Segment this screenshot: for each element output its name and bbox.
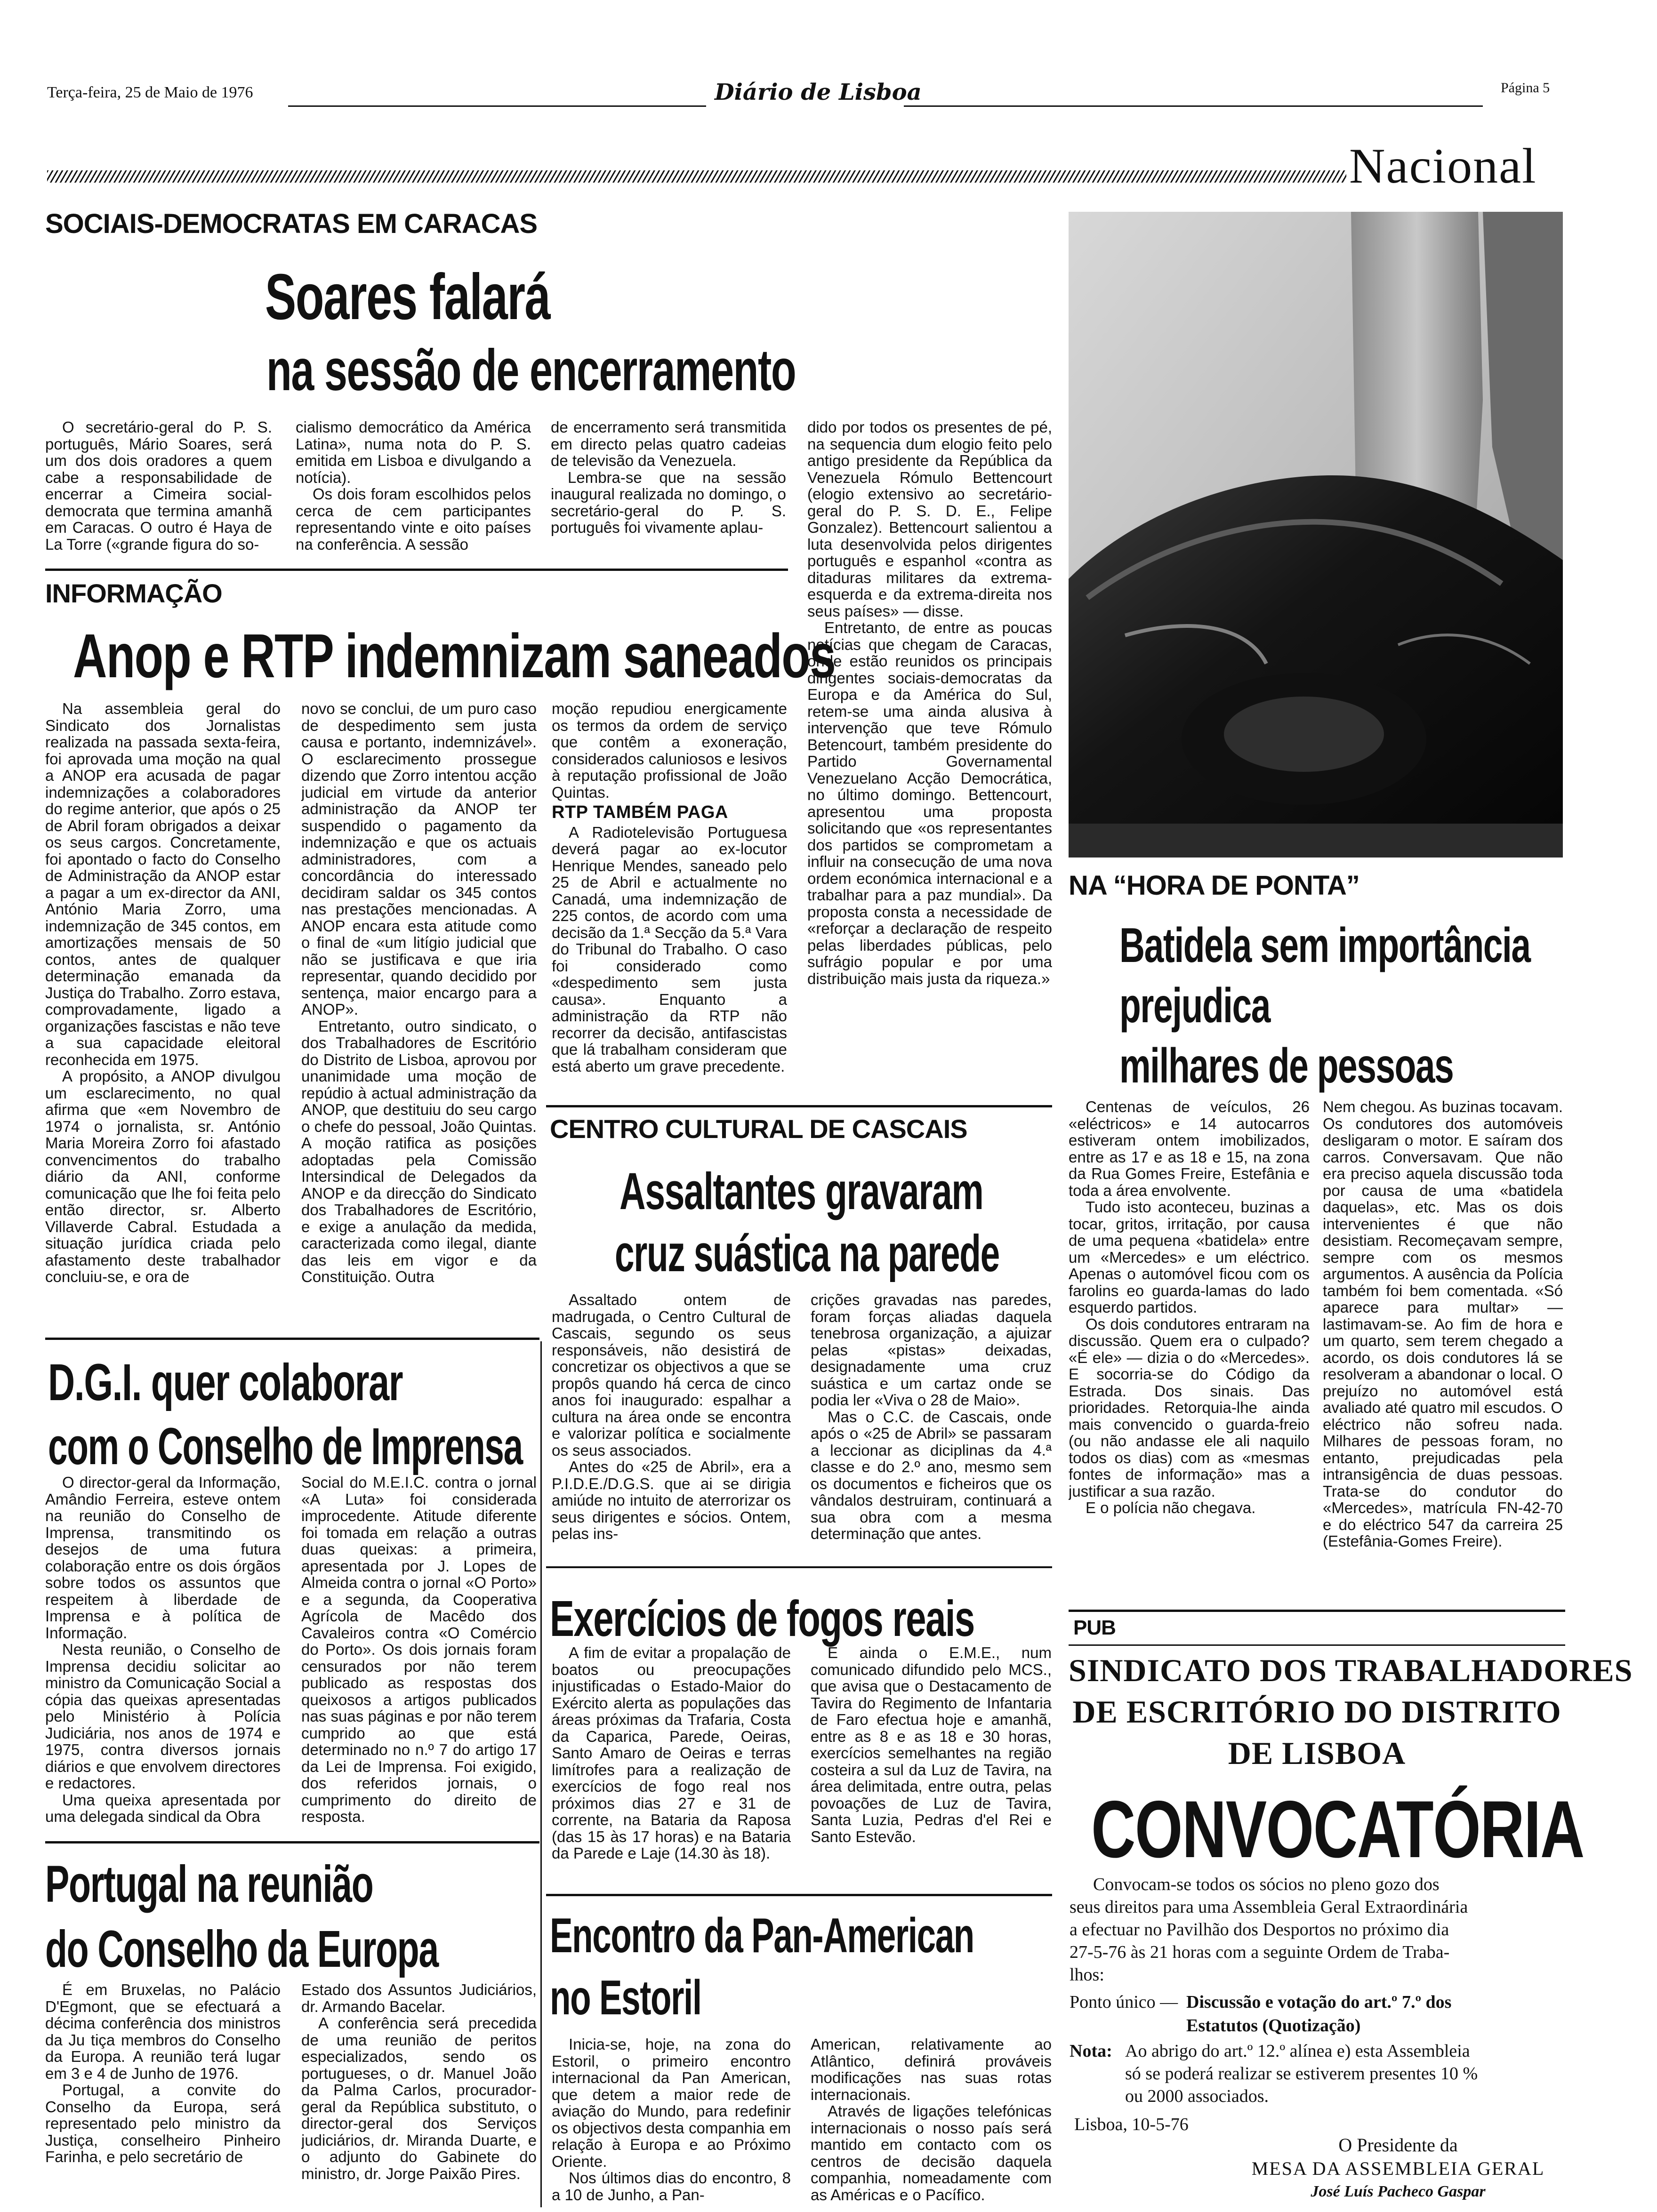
headline-exercicios: Exercícios de fogos reais (550, 1590, 974, 1647)
ad-place-date: Lisboa, 10-5-76 (1074, 2115, 1189, 2134)
ad-sign-line1: O Presidente da (1338, 2134, 1458, 2156)
kicker-centro-cultural: CENTRO CULTURAL DE CASCAIS (550, 1114, 967, 1144)
divider-art6-art7 (546, 1894, 1052, 1896)
ad-body-line2: seus direitos para uma Assembleia Geral Extraordinária (1070, 1897, 1468, 1917)
divider-art4-art5 (45, 1841, 539, 1843)
art7-col2: American, relativamente ao Atlântico, definirá prováveis modificações nas suas rotas internacionais. Através de ligações telefónicas internacionais o nosso país será mantido em contacto com os centros de decisão daquela companhia, nomeadamente com as Américas e o Pacífico. (811, 2036, 1052, 2204)
subhead-rtp: RTP TAMBÉM PAGA (552, 802, 728, 822)
ad-org-line3: DE LISBOA (1228, 1735, 1406, 1771)
ad-sub-rule (1069, 1644, 1565, 1646)
ad-nota-line3: ou 2000 associados. (1125, 2086, 1269, 2106)
ad-sign-line2: MESA DA ASSEMBLEIA GERAL (1251, 2158, 1545, 2179)
headline-sessao: na sessão de encerramento (266, 338, 796, 403)
ad-nota-line1: Ao abrigo do art.º 12.º alínea e) esta Assembleia (1125, 2041, 1470, 2061)
headline-portugal: Portugal na reunião (45, 1855, 373, 1913)
ad-title-convocatoria: CONVOCATÓRIA (1091, 1784, 1584, 1875)
headline-anop-rtp: Anop e RTP indemnizam saneados (73, 621, 836, 690)
headline-dgi: D.G.I. quer colaborar (48, 1354, 403, 1411)
art2-col2: novo se conclui, de um puro caso de despedimento sem justa causa e portanto, indemnizável». O esclarecimento prossegue dizendo que Zorro intentou acção judicial em virtude da anterior administração da ANOP ter suspendido o pagamento da indemnização e que os actuais administradores, com a concordância do interessado decidiram saldar os 345 contos nas prestações mencionadas. A ANOP encara esta atitude como o final de «um litígio judicial que não se justificava e que iria representar, quando decidido por sentença, maior encargo para a ANOP». Entretanto, outro sindicato, o dos Trabalhadores de Escritório do Distrito de Lisboa, aprovou por unanimidade uma moção de repúdio à actual administração da ANOP, que destituiu do seu cargo o chefe do pessoal, João Quintas. A moção ratifica as posições adoptadas pela Comissão Intersindical de Delegados da ANOP e da direcção do Sindicato dos Trabalhadores de Escritório, e exige a anulação da medida, caracterizada como ilegal, diante das leis em vigor e da Constituição. Outra (301, 700, 537, 1285)
ad-nota-label: Nota: (1070, 2041, 1112, 2061)
news-photo-car-accident (1069, 212, 1563, 858)
masthead-rule-left (288, 105, 706, 107)
ad-top-rule (1069, 1610, 1565, 1612)
art8-col1: Centenas de veículos, 26 «eléctricos» e 14 autocarros estiveram ontem imobilizados, entre as 17 e as 18 e 15, na zona da Rua Gomes Freire, Estefânia e toda a área envolvente. Tudo isto aconteceu, buzinas a tocar, gritos, irritação, por causa de uma pequena «batidela» entre um «Mercedes» e um eléctrico. Apenas o automóvel ficou com os farolins eo guarda-lamas do lado esquerdo partidos. Os dois condutores entraram na discussão. Quem era o culpado? «É ele» — dizia o do «Mercedes». E socorria-se do Código da Estrada. Dos sinais. Das prioridades. Retorquia-lhe ainda mais convencido o guarda-freio (ou não andasse ele ali naquilo todos os dias) com as «mesmas fontes de informação» mas a justificar a sua razão. E o polícia não chegava. (1069, 1098, 1310, 1516)
ad-ponto-text1: Discussão e votação do art.º 7.º dos (1186, 1992, 1452, 2012)
art1-col4: dido por todos os presentes de pé, na sequencia dum elogio feito pelo antigo presidente da República da Venezuela Rómulo Bettencourt (elogio extensivo ao secretário-geral do P. S. D. E., Felipe Gonzalez). Bettencourt salientou a luta desenvolvida pelos dirigentes português e espanhol «contra as ditaduras militares da extrema-esquerda e da extrema-direita nos seus países» — disse. Entretanto, de entre as poucas notícias que chegam de Caracas, onde estão reunidos os principais dirigentes sociais-democratas da Europa e da América do Sul, retem-se uma ainda alusiva à intervenção que teve Rómulo Betencourt, também presidente do Partido Governamental Venezuelano Acção Democrática, no último domingo. Bettencourt, apresentou uma proposta solicitando que «os representantes dos partidos se comprometam a influir na consecução de uma nova ordem económica internacional e a trabalhar para a paz mundial». Da proposta consta a necessidade de «reforçar a declaração de respeito pelas liberdades públicas, pelo sufrágio popular e por uma distribuição mais justa da riqueza.» (807, 419, 1052, 987)
masthead-rule-right (904, 105, 1483, 107)
ad-ponto-text2: Estatutos (Quotização) (1186, 2016, 1361, 2036)
art3-col1: Assaltado ontem de madrugada, o Centro Cultural de Cascais, segundo os seus responsáveis, não desistirá de concretizar os objectivos a que se propôs quando há cerca de cinco anos foi inaugurado: espalhar a cultura na área onde se encontra e valorizar política e socialmente os seus associados. Antes do «25 de Abril», era a P.I.D.E./D.G.S. que ai se dirigia amiúde no intuito de aterrorizar os seus dirigentes e sócios. Ontem, pelas ins- (552, 1291, 791, 1542)
kicker-sociais-democratas: SOCIAIS-DEMOCRATAS EM CARACAS (45, 208, 538, 239)
art5-col2: Estado dos Assuntos Judiciários, dr. Armando Bacelar. A conferência será precedida de uma reunião de peritos especializados, sendo os portugueses, o dr. Manuel João da Palma Carlos, procurador-geral da República substituto, o director-geral dos Serviços judiciários, dr. Miranda Duarte, e o adjunto do Gabinete do ministro, dr. Jorge Paixão Pires. (301, 1981, 537, 2182)
divider-art2-art4 (45, 1338, 539, 1340)
art5-col1: É em Bruxelas, no Palácio D'Egmont, que se efectuará a décima conferência dos ministros da Ju tiça membros do Conselho da Europa. A reunião terá lugar em 3 e 4 de Junho de 1976. Portugal, a convite do Conselho da Europa, será representado pelo ministro da Justiça, conselheiro Pinheiro Farinha, e pelo secretário de (45, 1981, 281, 2165)
art2-col3: moção repudiou energicamente os termos da ordem de serviço que contêm a exoneração, considerados caluniosos e lesivos à reputação profissional de João Quintas. RTP TAMBÉM PAGA A Radiotelevisão Portuguesa deverá pagar ao ex-locutor Henrique Mendes, saneado pelo 25 de Abril e actualmente no Canadá, uma indemnização de 225 contos, de acordo com uma decisão da 1.ª Secção da 5.ª Vara do Tribunal do Trabalho. O caso foi considerado como «despedimento sem justa causa». Enquanto a administração da RTP não recorrer da decisão, antifascistas que lá trabalham consideram que está aberto um grave precedente. (552, 700, 787, 1075)
headline-pan-american: Encontro da Pan-American (550, 1908, 974, 1963)
ad-body-line5: lhos: (1070, 1965, 1104, 1985)
ad-nota-line2: só se poderá realizar se estiverem presentes 10 % (1125, 2064, 1478, 2084)
ad-sign-line3: José Luís Pacheco Gaspar (1311, 2183, 1486, 2200)
divider-art2-art3 (546, 1105, 1052, 1107)
kicker-informacao: INFORMAÇÃO (45, 578, 222, 608)
art1-col3: de encerramento será transmitida em directo pelas quatro cadeias de televisão da Venezuela. Lembra-se que na sessão inaugural realizada no domingo, o secretário-geral do P. S. português foi vivamente aplau- (551, 419, 786, 536)
headline-cruz-suastica: cruz suástica na parede (615, 1225, 999, 1282)
art3-col2: crições gravadas nas paredes, foram forças aliadas daquela tenebrosa organização, a ajuizar pelas «pistas» deixadas, designadamente uma cruz suástica e um cartaz onde se podia ler «Viva o 28 de Maio». Mas o C.C. de Cascais, onde após o «25 de Abril» se passaram a leccionar as diciplinas da 4.ª classe e do 2.º ano, mesmo sem os documentos e ficheiros que os vândalos destruiram, continuará a sua obra com a mesma determinação que antes. (811, 1291, 1052, 1542)
headline-estoril: no Estoril (550, 1971, 701, 2025)
masthead-paper-name: Diário de Lisboa (715, 79, 922, 105)
art1-col1: O secretário-geral do P. S. português, Mário Soares, será um dos dois oradores a quem cabe a responsabilidade de encerrar a Cimeira social-democrata que termina amanhã em Caracas. O outro é Haya de La Torre («grande figura do so- (45, 419, 272, 553)
art8-col2: Nem chegou. As buzinas tocavam. Os condutores dos automóveis desligaram o motor. E saíram dos carros. Conversavam. Que não era preciso aquela discussão toda por causa de uma «batidela daquelas», etc. Mas os dois intervenientes é que não desistiam. Recomeçavam sempre, sempre com os mesmos argumentos. A ausência da Polícia também foi bem comentada. «Só aparece para multar» — lastimavam-se. Ao fim de hora e um quarto, sem terem chegado a acordo, os dois condutores lá se resolveram a abandonar o local. O prejuízo no automóvel está avaliado até quatro mil escudos. O eléctrico não sofreu nada. Milhares de pessoas foram, no entanto, prejudicadas pela intransigência de duas pessoas. Trata-se do condutor do «Mercedes», matrícula FN-42-70 e do eléctrico 547 da carreira 25 (Estefânia-Gomes Freire). (1323, 1098, 1563, 1550)
divider-art1-art2 (45, 569, 788, 571)
headline-assaltantes: Assaltantes gravaram (619, 1162, 983, 1220)
kicker-hora-de-ponta: NA “HORA DE PONTA” (1069, 870, 1359, 901)
art6-col2: É ainda o E.M.E., num comunicado difundido pelo MCS., que avisa que o Destacamento de Tavira do Regimento de Infantaria de Faro efectua hoje e amanhã, entre as 8 e as 18 e 30 horas, exercícios semelhantes na região costeira a sul da Luz de Tavira, na área delimitada, entre outra, pelas povoações de Luz de Tavira, Santa Luzia, Pedras d'el Rei e Santo Estevão. (811, 1644, 1052, 1845)
photo-image (1069, 212, 1563, 858)
section-hatch-bar (47, 170, 1346, 183)
ad-ponto-label: Ponto único — (1070, 1992, 1178, 2012)
headline-batidela: Batidela sem importância (1119, 918, 1530, 973)
ad-org-line1: SINDICATO DOS TRABALHADORES (1069, 1652, 1633, 1688)
headline-soares: Soares falará (265, 261, 550, 333)
ad-org-line2: DE ESCRITÓRIO DO DISTRITO (1072, 1694, 1561, 1730)
ad-body-line3: a efectuar no Pavilhão dos Desportos no próximo dia (1070, 1920, 1449, 1940)
art4-col1: O director-geral da Informação, Amândio Ferreira, esteve ontem na reunião do Conselho de Imprensa, transmitindo os desejos de uma futura colaboração entre os dois órgãos sobre todos os assuntos que respeitem à liberdade de Imprensa e à política de Informação. Nesta reunião, o Conselho de Imprensa decidiu solicitar ao ministro da Comunicação Social a cópia das queixas apresentadas pelo Ministério à Polícia Judiciária, nos anos de 1974 e 1975, contra diversos jornais diários e que envolvem directores e redactores. Uma queixa apresentada por uma delegada sindical da Obra (45, 1474, 281, 1825)
masthead-date: Terça-feira, 25 de Maio de 1976 (47, 84, 253, 101)
ad-body-line4: 27-5-76 às 21 horas com a seguinte Ordem de Traba- (1070, 1942, 1450, 1962)
masthead-page-number: Página 5 (1501, 80, 1550, 96)
headline-prejudica: prejudica (1119, 978, 1270, 1033)
headline-milhares: milhares de pessoas (1119, 1039, 1454, 1093)
art2-col1: Na assembleia geral do Sindicato dos Jornalistas realizada na passada sexta-feira, foi aprovada uma moção na qual a ANOP era acusada de pagar indemnizações a colaboradores do regime anterior, que após o 25 de Abril foram obrigados a deixar os seus cargos. Concretamente, foi apontado o facto do Conselho de Administração da ANOP estar a pagar a um ex-director da ANI, António Maria Zorro, uma indemnização de 345 contos, em amortizações mensais de 50 contos, antes de qualquer determinação emanada da Justiça do Trabalho. Zorro estava, comprovadamente, ligado a organizações fascistas e não teve a sua capacidade eleitoral reconhecida em 1975. A propósito, a ANOP divulgou um esclarecimento, no qual afirma que «em Novembro de 1974 o jornalista, sr. António Maria Moreira Zorro foi afastado convencimentos do trabalho diário da ANI, conforme comunicação que lhe foi feita pelo então director, sr. Alberto Villaverde Cabral. Estudada a situação jurídica criada pelo afastamento deste trabalhador concluiu-se, e ora de (45, 700, 281, 1285)
art4-col2: Social do M.E.I.C. contra o jornal «A Luta» foi considerada improcedente. Atitude diferente foi tomada em relação a outras duas queixas: a primeira, apresentada por J. Lopes de Almeida contra o jornal «O Porto» e a segunda, da Cooperativa Agrícola de Macêdo dos Cavaleiros contra «O Comércio do Porto». Os dois jornais foram censurados por não terem publicado as respostas dos queixosos a artigos publicados nas suas páginas e por não terem cumprido ao que está determinado no n.º 7 do artigo 17 da Lei de Imprensa. Foi exigido, dos referidos jornais, o cumprimento do direito de resposta. (301, 1474, 537, 1825)
column-rule-left (540, 1341, 542, 2207)
art1-col2: cialismo democrático da América Latina», numa nota do P. S. emitida em Lisboa e divulgando a notícia). Os dois foram escolhidos pelos cerca de cem participantes representando vinte e oito países na conferência. A sessão (296, 419, 531, 553)
art7-col1: Inicia-se, hoje, na zona do Estoril, o primeiro encontro internacional da Pan American, que detem a maior rede de aviação do Mundo, para redefinir os objectivos desta companhia em relação à Europa e ao Próximo Oriente. Nos últimos dias do encontro, 8 a 10 de Junho, a Pan- (552, 2036, 791, 2204)
divider-art3-art6 (546, 1566, 1052, 1568)
section-title: Nacional (1349, 138, 1537, 193)
ad-pub-label: PUB (1073, 1616, 1116, 1639)
art6-col1: A fim de evitar a propalação de boatos ou preocupações injustificadas o Estado-Maior do Exército alerta as populações das áreas próximas da Trafaria, Costa da Caparica, Parede, Oeiras, Santo Amaro de Oeiras e terras limítrofes para a realização de exercícios de fogo real nos próximos dias 27 e 31 de corrente, na Bataria da Raposa (das 15 às 17 horas) e na Bataria da Parede e Laje (14.30 às 18). (552, 1644, 791, 1862)
headline-conselho-imprensa: com o Conselho de Imprensa (48, 1418, 523, 1475)
headline-conselho-europa: do Conselho da Europa (45, 1920, 438, 1978)
ad-body-line1: Convocam-se todos os sócios no pleno gozo dos (1093, 1875, 1440, 1894)
